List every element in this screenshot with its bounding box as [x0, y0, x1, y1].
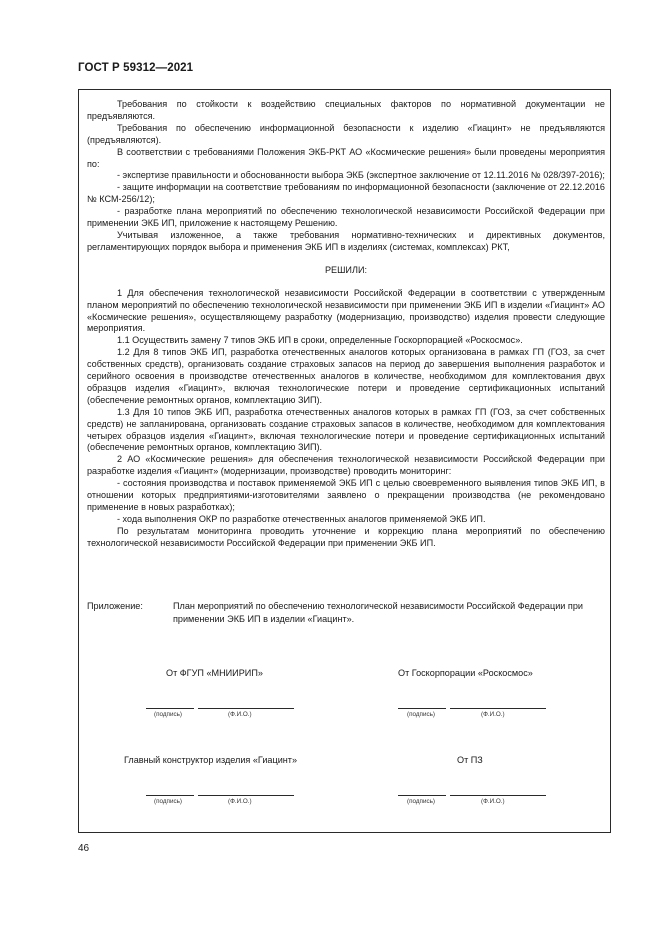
paragraph: В соответствии с требованиями Положения ЭКБ-РКТ АО «Космические решения» были проведены мероприятия по: — [87, 146, 605, 169]
decision-item: - хода выполнения ОКР по разработке отечественных аналогов применяемой ЭКБ ИП. — [117, 513, 486, 524]
decision-item: 1.2 Для 8 типов ЭКБ ИП, разработка отечественных аналогов которых организована в рамках ГП (ГОЗ, за счет собственных средств), организовать создание страховых запасов на период до завершения выполнения разработок и серийного освоения в производстве отечественных аналогов в количестве, необходимом для комплектования двух образцов изделия «Гиацинт», включая технологические потери и проведение сертификационных испытаний (обеспечение ремонтных органов, комплектацию ЗИП). — [87, 347, 605, 405]
name-caption: (Ф.И.О.) — [228, 711, 252, 718]
name-line — [198, 795, 294, 796]
signature-line — [398, 795, 446, 796]
name-caption: (Ф.И.О.) — [481, 798, 505, 805]
signature-caption: (подпись) — [154, 711, 182, 718]
paragraph: Учитывая изложенное, а также требования нормативно-технических и директивных документов, регламентирующих порядок выбора и применения ЭКБ ИП в изделиях (системах, комплексах) РКТ, — [87, 229, 605, 252]
signatory-roscosmos: От Госкорпорации «Роскосмос» — [398, 668, 533, 678]
appendix-label: Приложение: — [87, 601, 143, 611]
paragraph: Требования по стойкости к воздействию специальных факторов по нормативной документации не предъявляются. — [87, 99, 605, 121]
name-caption: (Ф.И.О.) — [481, 711, 505, 718]
decision-item: - состояния производства и поставок применяемой ЭКБ ИП с целью своевременного выявления типов ЭКБ ИП, в отношении которых предприятиями-изготовителями заявлено о прекращении производства (не рекомендовано применение в новых разработках); — [87, 478, 605, 512]
document-body — [87, 99, 605, 550]
signature-caption: (подпись) — [154, 798, 182, 805]
decision-item: 1.1 Осуществить замену 7 типов ЭКБ ИП в сроки, определенные Госкорпорацией «Роскосмос». — [117, 335, 523, 346]
name-line — [450, 795, 546, 796]
signature-caption: (подпись) — [407, 711, 435, 718]
signatory-chief-designer: Главный конструктор изделия «Гиацинт» — [124, 755, 298, 765]
appendix-text: План мероприятий по обеспечению технологической независимости Российской Федерации при применении ЭКБ ИП в изделии «Гиацинт». — [173, 601, 583, 624]
paragraph: - экспертизе правильности и обоснованности выбора ЭКБ (экспертное заключение от 12.11.2016 № 028/397-2016); — [117, 170, 605, 181]
decision-item: 1.3 Для 10 типов ЭКБ ИП, разработка отечественных аналогов которых в рамках ГП (ГОЗ, за счет собственных средств) не запланирована, организовать создание страховых запасов в количестве, необходимом для комплектования четырех образцов изделия «Гиацинт», включая технологические потери и проведение сертификационных испытаний (обеспечение ремонтных органов, комплектацию ЗИП). — [87, 406, 605, 453]
decision-item: По результатам мониторинга проводить уточнение и коррекцию плана мероприятий по обеспечению технологической независимости Российской Федерации при применении ЭКБ ИП. — [87, 525, 605, 548]
name-line — [450, 708, 546, 709]
name-line — [198, 708, 294, 709]
paragraph: - защите информации на соответствие требованиям по информационной безопасности (заключение от 22.12.2016 № КСМ-256/12); — [87, 182, 605, 205]
signature-line — [398, 708, 446, 709]
decision-item: 1 Для обеспечения технологической независимости Российской Федерации в соответствии с утвержденным планом мероприятий по обеспечению технологической независимости при применении ЭКБ ИП в изделии «Гиацинт» АО «Космические решения», осуществляющему разработку (модернизацию, производство) изделия провести следующие мероприятия. — [87, 287, 605, 334]
signatory-pz: От ПЗ — [457, 755, 483, 765]
decision-item: 2 АО «Космические решения» для обеспечения технологической независимости Российской Федерации при разработке изделия «Гиацинт» (модернизации, производстве) проводить мониторинг: — [87, 454, 605, 477]
signature-line — [146, 708, 194, 709]
name-caption: (Ф.И.О.) — [228, 798, 252, 805]
decided-heading: РЕШИЛИ: — [324, 264, 368, 275]
paragraph: - разработке плана мероприятий по обеспечению технологической независимости Российской Федерации при применении ЭКБ ИП, приложение к настоящему Решению. — [87, 206, 605, 229]
paragraph: Требования по обеспечению информационной безопасности к изделию «Гиацинт» не предъявляются (предъявляются). — [87, 122, 605, 145]
document-header: ГОСТ Р 59312—2021 — [78, 62, 194, 74]
signature-caption: (подпись) — [407, 798, 435, 805]
signatory-mniirip: От ФГУП «МНИИРИП» — [166, 668, 263, 678]
signature-line — [146, 795, 194, 796]
page-number: 46 — [78, 843, 90, 854]
